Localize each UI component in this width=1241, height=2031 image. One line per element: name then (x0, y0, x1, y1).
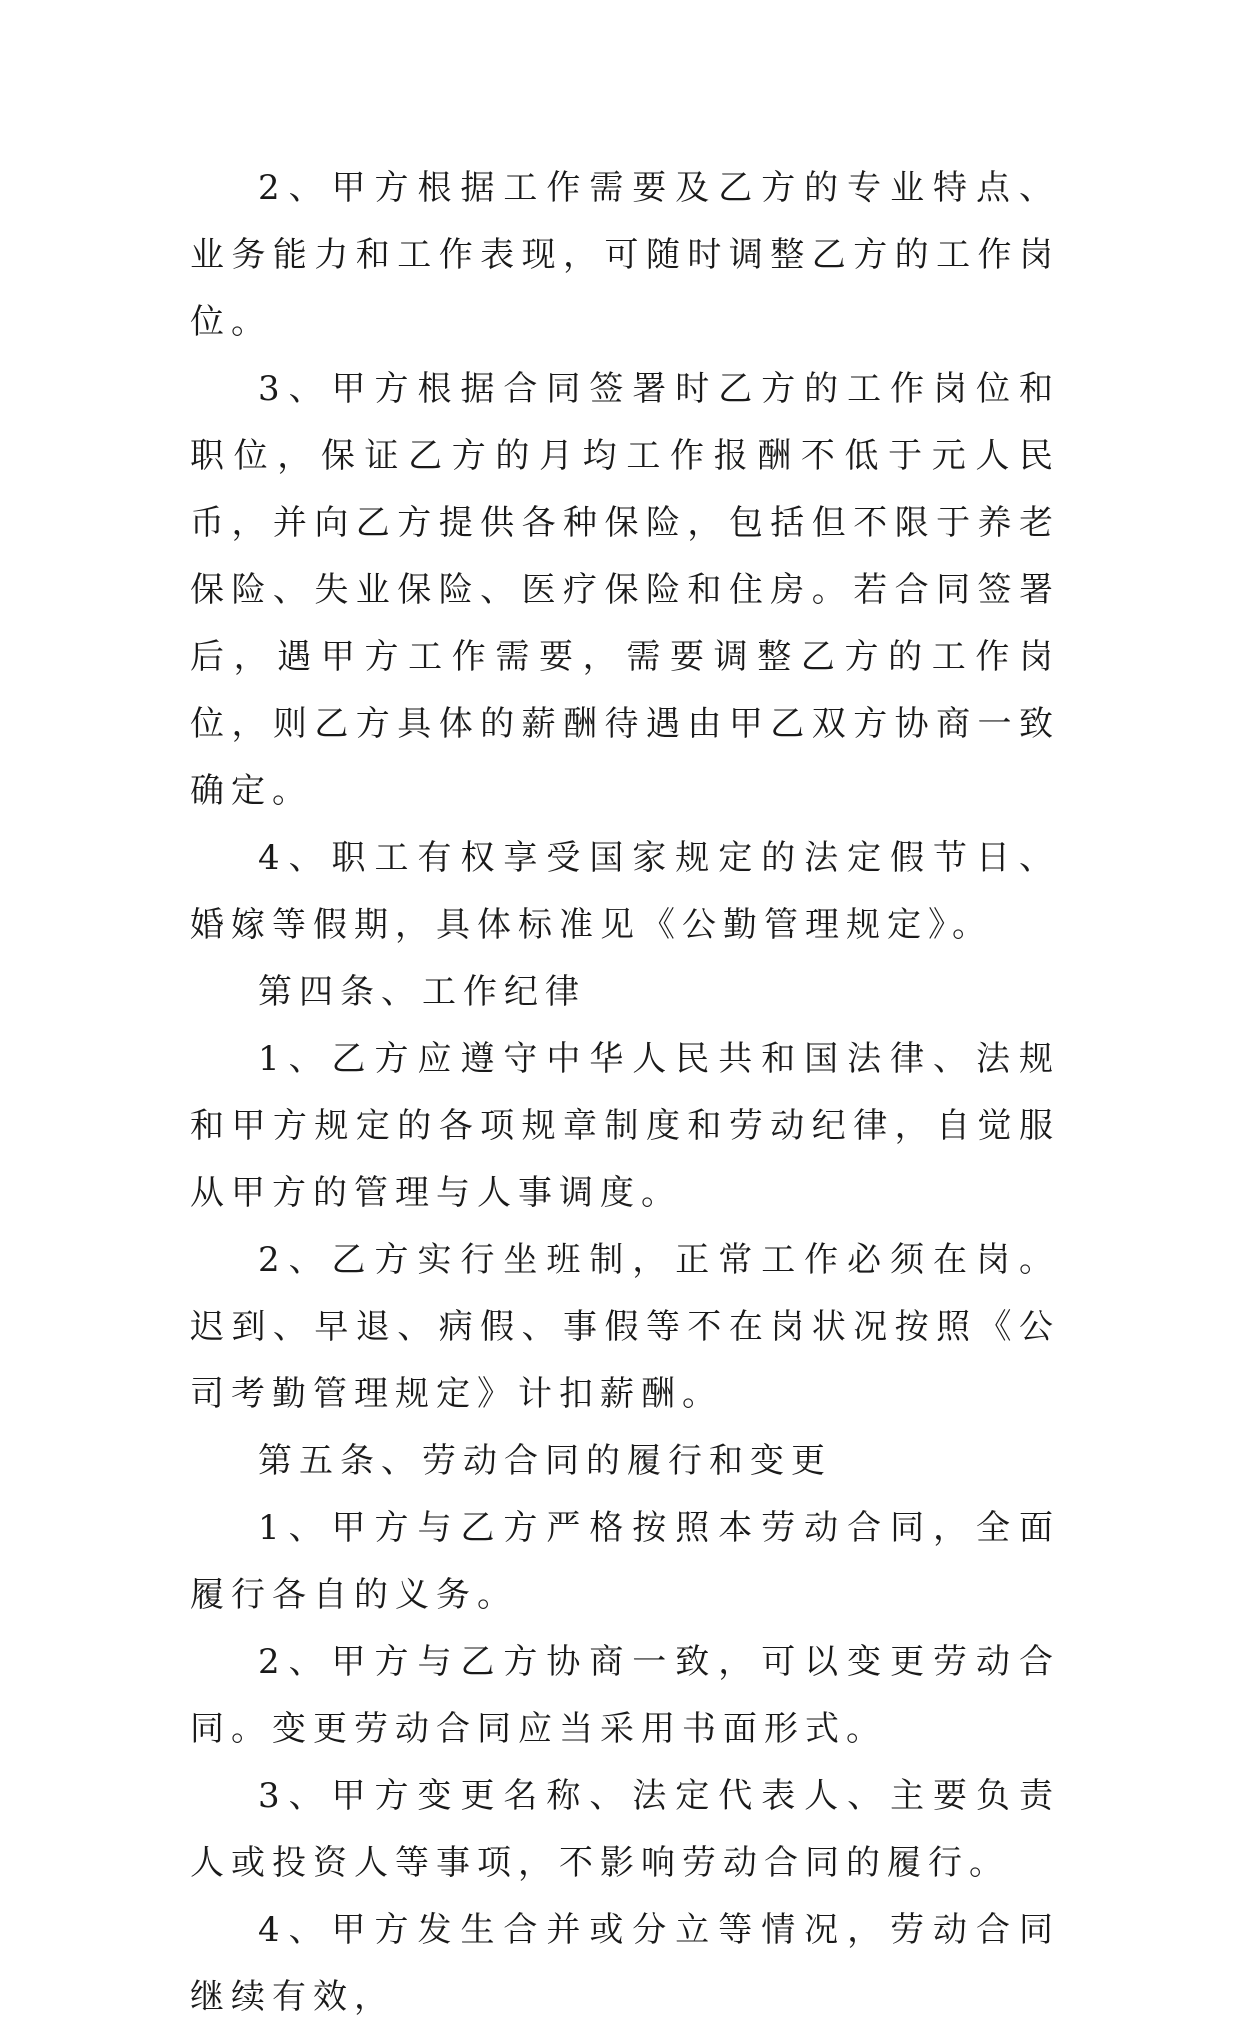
clause-paragraph: 4、职工有权享受国家规定的法定假节日、婚嫁等假期，具体标准见《公勤管理规定》。 (190, 838, 1060, 945)
clause-paragraph: 2、甲方根据工作需要及乙方的专业特点、业务能力和工作表现，可随时调整乙方的工作岗位。 (190, 168, 1060, 342)
clause-paragraph: 2、甲方与乙方协商一致，可以变更劳动合同。变更劳动合同应当采用书面形式。 (190, 1642, 1060, 1749)
clause-paragraph: 2、乙方实行坐班制，正常工作必须在岗。迟到、早退、病假、事假等不在岗状况按照《公司考勤管理规定》计扣薪酬。 (190, 1240, 1060, 1414)
article-heading: 第四条、工作纪律 (258, 972, 586, 1012)
document-body (190, 155, 1060, 2031)
clause-paragraph: 1、乙方应遵守中华人民共和国法律、法规和甲方规定的各项规章制度和劳动纪律，自觉服从甲方的管理与人事调度。 (190, 1039, 1060, 1213)
clause-paragraph: 3、甲方变更名称、法定代表人、主要负责人或投资人等事项，不影响劳动合同的履行。 (190, 1776, 1060, 1883)
clause-paragraph: 3、甲方根据合同签署时乙方的工作岗位和职位，保证乙方的月均工作报酬不低于元人民币，并向乙方提供各种保险，包括但不限于养老保险、失业保险、医疗保险和住房。若合同签署后，遇甲方工作需要，需要调整乙方的工作岗位，则乙方具体的薪酬待遇由甲乙双方协商一致确定。 (190, 369, 1060, 811)
clause-paragraph: 4、甲方发生合并或分立等情况，劳动合同继续有效， (190, 1910, 1060, 2017)
clause-paragraph: 1、甲方与乙方严格按照本劳动合同，全面履行各自的义务。 (190, 1508, 1060, 1615)
article-heading: 第五条、劳动合同的履行和变更 (258, 1441, 832, 1481)
